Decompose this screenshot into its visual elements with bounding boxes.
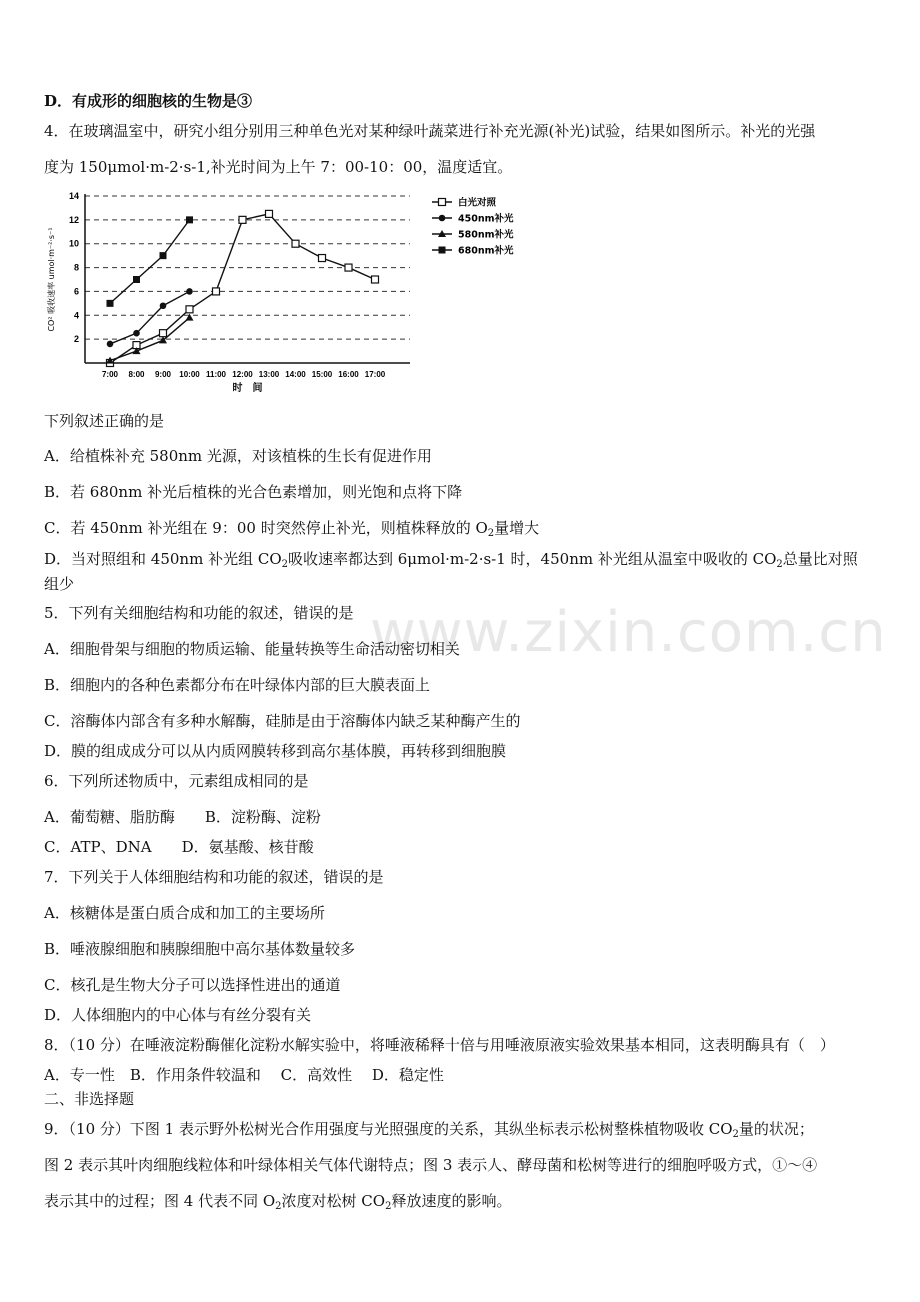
- data-point: [439, 215, 446, 222]
- text-run: 量增大: [494, 519, 540, 537]
- text-line: [44, 904, 325, 922]
- text-run: A．细胞骨架与细胞的物质运输、能量转换等生命活动密切相关: [44, 640, 460, 658]
- x-tick-label: 9:00: [154, 370, 172, 379]
- data-point: [160, 252, 167, 259]
- y-axis-label: CO² 吸收速率 umol·m⁻²·s⁻¹: [47, 227, 56, 332]
- text-line: [44, 519, 539, 537]
- x-tick-label: 17:00: [364, 370, 386, 379]
- text-line: [44, 640, 460, 658]
- text-run: B．细胞内的各种色素都分布在叶绿体内部的巨大膜表面上: [44, 676, 431, 694]
- data-point: [439, 199, 446, 206]
- text-run: 组少: [44, 575, 75, 593]
- series-line: [110, 220, 190, 304]
- text-run: A．专一性 B．作用条件较温和 C．高效性 D．稳定性: [44, 1066, 444, 1084]
- text-run: 4．在玻璃温室中，研究小组分别用三种单色光对某种绿叶蔬菜进行补充光源(补光)试验，结果如图所示。补光的光强: [44, 122, 816, 140]
- data-point: [186, 288, 193, 295]
- text-run: 二、非选择题: [44, 1090, 135, 1108]
- text-run: 图 2 表示其叶肉细胞线粒体和叶绿体相关气体代谢特点；图 3 表示人、酵母菌和松树等进行的细胞呼吸方式，①～④: [44, 1156, 818, 1174]
- text-line: [44, 483, 462, 501]
- series-line: [110, 214, 375, 363]
- text-run: 7．下列关于人体细胞结构和功能的叙述，错误的是: [44, 868, 384, 886]
- text-line: [44, 838, 314, 856]
- text-run: 吸收速率都达到 6μmol·m-2·s-1 时，450nm 补光组从温室中吸收的 CO: [288, 550, 777, 568]
- text-run: C．若 450nm 补光组在 9：00 时突然停止补光，则植株释放的 O: [44, 519, 488, 537]
- text-line: [44, 1036, 835, 1054]
- text-line: [44, 712, 520, 730]
- data-point: [239, 216, 246, 223]
- x-tick-label: 14:00: [285, 370, 306, 379]
- data-point: [439, 247, 446, 254]
- data-point: [186, 314, 194, 321]
- text-line: [44, 976, 340, 994]
- legend-label: 450nm补光: [458, 213, 514, 225]
- subscript: 2: [275, 1201, 282, 1212]
- text-run: A．核糖体是蛋白质合成和加工的主要场所: [44, 904, 325, 922]
- text-run: 5．下列有关细胞结构和功能的叙述，错误的是: [44, 604, 354, 622]
- text-line: [44, 122, 815, 140]
- data-point: [319, 255, 326, 262]
- text-line: [44, 868, 384, 886]
- text-line: [44, 550, 858, 568]
- data-point: [345, 264, 352, 271]
- text-line: [44, 1090, 134, 1108]
- data-point: [213, 288, 220, 295]
- text-run: 表示其中的过程；图 4 代表不同 O: [44, 1192, 276, 1210]
- co2-absorption-chart: [40, 188, 540, 403]
- text-run: B．若 680nm 补光后植株的光合色素增加，则光饱和点将下降: [44, 483, 463, 501]
- data-point: [160, 302, 167, 309]
- x-tick-label: 8:00: [128, 370, 145, 379]
- y-tick-label: 10: [68, 238, 79, 249]
- text-run: D．人体细胞内的中心体与有丝分裂有关: [44, 1006, 312, 1024]
- text-line: [44, 604, 354, 622]
- text-run: C．溶酶体内部含有多种水解酶，硅肺是由于溶酶体内缺乏某种酶产生的: [44, 712, 521, 730]
- x-tick-label: 15:00: [311, 370, 333, 379]
- text-run: C．核孔是生物大分子可以选择性进出的通道: [44, 976, 341, 994]
- y-tick-label: 14: [68, 191, 79, 201]
- text-run: 下列叙述正确的是: [44, 412, 165, 430]
- x-tick-label: 7:00: [101, 370, 119, 379]
- text-line: [44, 447, 432, 465]
- legend-label: 580nm补光: [458, 229, 514, 241]
- text-line: [44, 1156, 817, 1174]
- x-tick-label: 12:00: [232, 370, 253, 379]
- data-point: [133, 330, 140, 337]
- text-line: [44, 772, 309, 790]
- text-line: [44, 1006, 311, 1024]
- text-line: [44, 1120, 814, 1138]
- text-run: A．葡萄糖、脂肪酶 B．淀粉酶、淀粉: [44, 808, 321, 826]
- data-point: [133, 276, 140, 283]
- text-run: B．唾液腺细胞和胰腺细胞中高尔基体数量较多: [44, 940, 356, 958]
- text-line: [44, 742, 506, 760]
- y-tick-label: 6: [73, 286, 79, 297]
- text-line: [44, 1066, 444, 1084]
- text-run: A．给植株补充 580nm 光源，对该植株的生长有促进作用: [44, 447, 432, 465]
- text-run: 总量比对照: [782, 550, 858, 568]
- data-point: [292, 240, 299, 247]
- text-run: 8．（10 分）在唾液淀粉酶催化淀粉水解实验中，将唾液稀释十倍与用唾液原液实验效果基本相同，这表明酶具有（ ）: [44, 1036, 835, 1054]
- data-point: [186, 216, 193, 223]
- x-axis-label: 时 间: [232, 383, 263, 394]
- legend-label: 白光对照: [458, 197, 497, 209]
- data-point: [372, 276, 379, 283]
- data-point: [107, 300, 114, 307]
- series-line: [110, 291, 190, 343]
- y-tick-label: 4: [73, 310, 79, 321]
- x-tick-label: 10:00: [179, 370, 200, 379]
- subscript: 2: [385, 1201, 392, 1212]
- text-run: 量的状况；: [738, 1120, 814, 1138]
- text-run: 6．下列所述物质中，元素组成相同的是: [44, 772, 309, 790]
- y-tick-label: 12: [68, 214, 79, 225]
- text-line: [44, 1192, 511, 1210]
- text-run: 度为 150μmol·m-2·s-1,补光时间为上午 7：00-10：00，温度适宜。: [44, 158, 513, 176]
- data-point: [160, 330, 167, 337]
- x-tick-label: 13:00: [258, 370, 280, 379]
- legend-label: 680nm补光: [458, 245, 514, 257]
- text-run: D．膜的组成成分可以从内质网膜转移到高尔基体膜，再转移到细胞膜: [44, 742, 507, 760]
- text-line: [44, 412, 164, 430]
- watermark: www.zixin.com.cn: [370, 600, 887, 665]
- data-point: [266, 210, 273, 217]
- data-point: [186, 306, 193, 313]
- text-line: [44, 92, 252, 110]
- subscript: 2: [732, 1129, 739, 1140]
- text-line: [44, 575, 74, 593]
- x-tick-label: 16:00: [338, 370, 359, 379]
- y-tick-label: 2: [73, 334, 79, 345]
- text-line: [44, 940, 355, 958]
- text-run: C．ATP、DNA D．氨基酸、核苷酸: [44, 838, 314, 856]
- data-point: [107, 341, 114, 348]
- text-run: D．有成形的细胞核的生物是③: [44, 92, 253, 110]
- text-run: 释放速度的影响。: [391, 1192, 512, 1210]
- text-run: 浓度对松树 CO: [281, 1192, 386, 1210]
- subscript: 2: [776, 559, 783, 570]
- text-run: D．当对照组和 450nm 补光组 CO: [44, 550, 282, 568]
- subscript: 2: [487, 528, 495, 539]
- text-run: 9．（10 分）下图 1 表示野外松树光合作用强度与光照强度的关系，其纵坐标表示松树整株植物吸收 CO: [44, 1120, 733, 1138]
- text-line: [44, 158, 512, 176]
- text-line: [44, 808, 321, 826]
- x-tick-label: 11:00: [205, 370, 227, 379]
- subscript: 2: [281, 559, 288, 570]
- y-tick-label: 8: [73, 262, 79, 273]
- text-line: [44, 676, 430, 694]
